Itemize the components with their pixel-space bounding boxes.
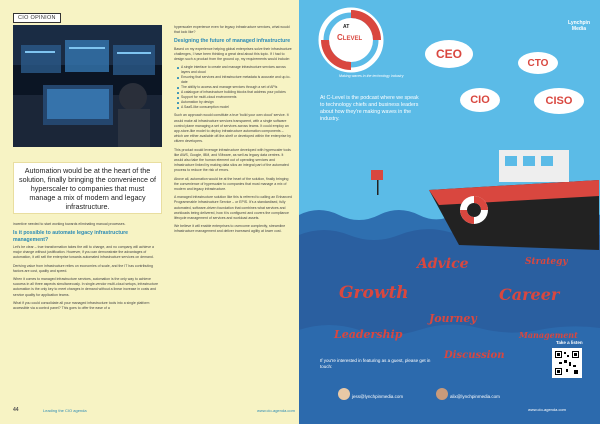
paragraph: What if you could consolidate all your managed infrastructure tools into a single platform accessible via a control panel? This goes to offer the ease of a xyxy=(13,300,150,311)
article-column-1 xyxy=(13,222,162,314)
subheading: Designing the future of managed infrastructure xyxy=(174,38,291,45)
requirements-list xyxy=(178,65,292,110)
page-footer xyxy=(13,407,295,415)
left-page xyxy=(0,0,299,424)
list-item: The ability to access and manage services through a set of APIs xyxy=(178,85,292,90)
list-item: Automation by design xyxy=(178,100,292,105)
cloud-ciso: CISO xyxy=(534,88,584,114)
paragraph: Deriving value from infrastructure relies on economies of scale, and the IT has contributing factors are cost, quality and speed. xyxy=(13,263,154,273)
cloud-ceo: CEO xyxy=(425,40,473,68)
list-item: Support for multi-cloud environments xyxy=(178,95,292,100)
paragraph: When it comes to managed infrastructure services, automation is the only way to achieve success in all three aspects simultaneously. In single-vendor multi-cloud setups, infrastructure automation is the only key to meet changes in demand without a linear increase in costs and service quality for application teams. xyxy=(13,277,159,297)
list-item: A catalogue of infrastructure building blocks that address your policies xyxy=(178,90,292,95)
word-leadership: Leadership xyxy=(334,328,403,341)
logo-at: AT xyxy=(343,24,350,30)
logo-tagline: Making waves in the technology industry xyxy=(339,74,404,78)
paragraph: hyperscaler experience even for legacy infrastructure services, what would that look like? xyxy=(174,25,290,35)
word-management: Management xyxy=(519,330,578,340)
paragraph: We believe it will enable enterprises to overcome complexity, streamline infrastructure management and deliver increased agility at lower cost. xyxy=(174,224,286,234)
logo-c-level: CLEVEL xyxy=(337,33,363,42)
subheading: Is it possible to automate legacy infrastructure management? xyxy=(13,230,129,243)
paragraph: Such an approach would constitute a true 'build your own cloud' service. It would make all infrastructure services transparent, with a single software control plane managing a set of services across teams. It could employ an app-store-like model to deploy infrastructure automation components – which are either available off-the-shelf or developed within the enterprise by citizen developers. xyxy=(174,113,292,144)
paragraph: Above all, automation would be at the heart of the solution, finally bringing the convenience of hyperscaler to companies that must manage a mix of modern and legacy infrastructure. xyxy=(174,176,289,192)
paragraph: This product would leverage infrastructure developed with hyperscaler tools like AWS, Google, IBM, and VMware, as well as legacy data centres. It would also take the human element out of operating services and infrastructure linked by making data silos an integral part of the automated process to reduce the risk of errors. xyxy=(174,147,291,173)
paragraph: A managed infrastructure solution like this is referred to calling an Enhanced Programmable Infrastructure Service – or EPIS. It's a standardised, fully automated, software-driven foundation that combines what services and workloads being delivered, how it is configured and covers the compliance lifecycle management of services and workload assets. xyxy=(174,195,292,221)
list-item: A SaaS-like consumption model xyxy=(178,105,292,110)
data-center-photo xyxy=(13,25,162,147)
footer-tagline: Leading the CIO agenda xyxy=(43,408,87,413)
footer-website: www.cio-agenda.com xyxy=(256,408,295,413)
email-jess[interactable]: jess@lynchpinmedia.com xyxy=(352,394,404,399)
page-number: 44 xyxy=(13,407,19,413)
avatar xyxy=(436,388,448,400)
cloud-cto: CTO xyxy=(518,52,558,74)
article-column-2 xyxy=(174,25,292,238)
list-item: A single interface to create and manage infrastructure services across layers and cloud xyxy=(178,65,292,75)
word-advice: Advice xyxy=(417,256,469,272)
brand-logo: Lynchpin Media xyxy=(567,20,591,32)
listen-label: Take a listen xyxy=(556,340,583,345)
paragraph: Let's be clear – true transformation takes the will to change, and no company will achieve a major change without justification. However, if you can demonstrate the advantages of automation, it will sell the enterprise towards automated infrastructure services on demand. xyxy=(13,245,154,260)
word-discussion: Discussion xyxy=(444,350,505,361)
word-growth: Growth xyxy=(339,283,409,303)
podcast-intro: At C-Level is the podcast where we speak to technology chiefs and business leaders about how they're making waves in the industry. xyxy=(320,95,419,122)
qr-code-icon[interactable] xyxy=(552,348,582,378)
avatar xyxy=(338,388,350,400)
list-item: Ensuring that services and infrastructure metadata is accurate and up-to-date xyxy=(178,75,292,85)
email-alix[interactable]: alix@lynchpinmedia.com xyxy=(450,394,500,399)
cloud-cio: CIO xyxy=(460,88,500,112)
paragraph: incentive needed to start working towards eliminating manual processes. xyxy=(13,222,126,226)
paragraph: Based on my experience helping global enterprises solve their infrastructure challenges, I have been thinking a great deal about this topic. If I had to design such a product from the ground up, my requirements would include: xyxy=(174,46,292,62)
footer-website-right: www.cio-agenda.com xyxy=(528,407,567,412)
word-career: Career xyxy=(499,285,560,304)
guest-call-to-action: If you're interested in featuring as a guest, please get in touch: xyxy=(320,358,431,369)
word-journey: Journey xyxy=(429,312,477,325)
section-tag: CIO OPINION xyxy=(13,13,61,23)
word-strategy: Strategy xyxy=(525,257,568,267)
pull-quote: Automation would be at the heart of the solution, finally bringing the convenience of hyperscaler to companies that must manage a mix of modern and legacy infrastructure. xyxy=(13,162,162,214)
